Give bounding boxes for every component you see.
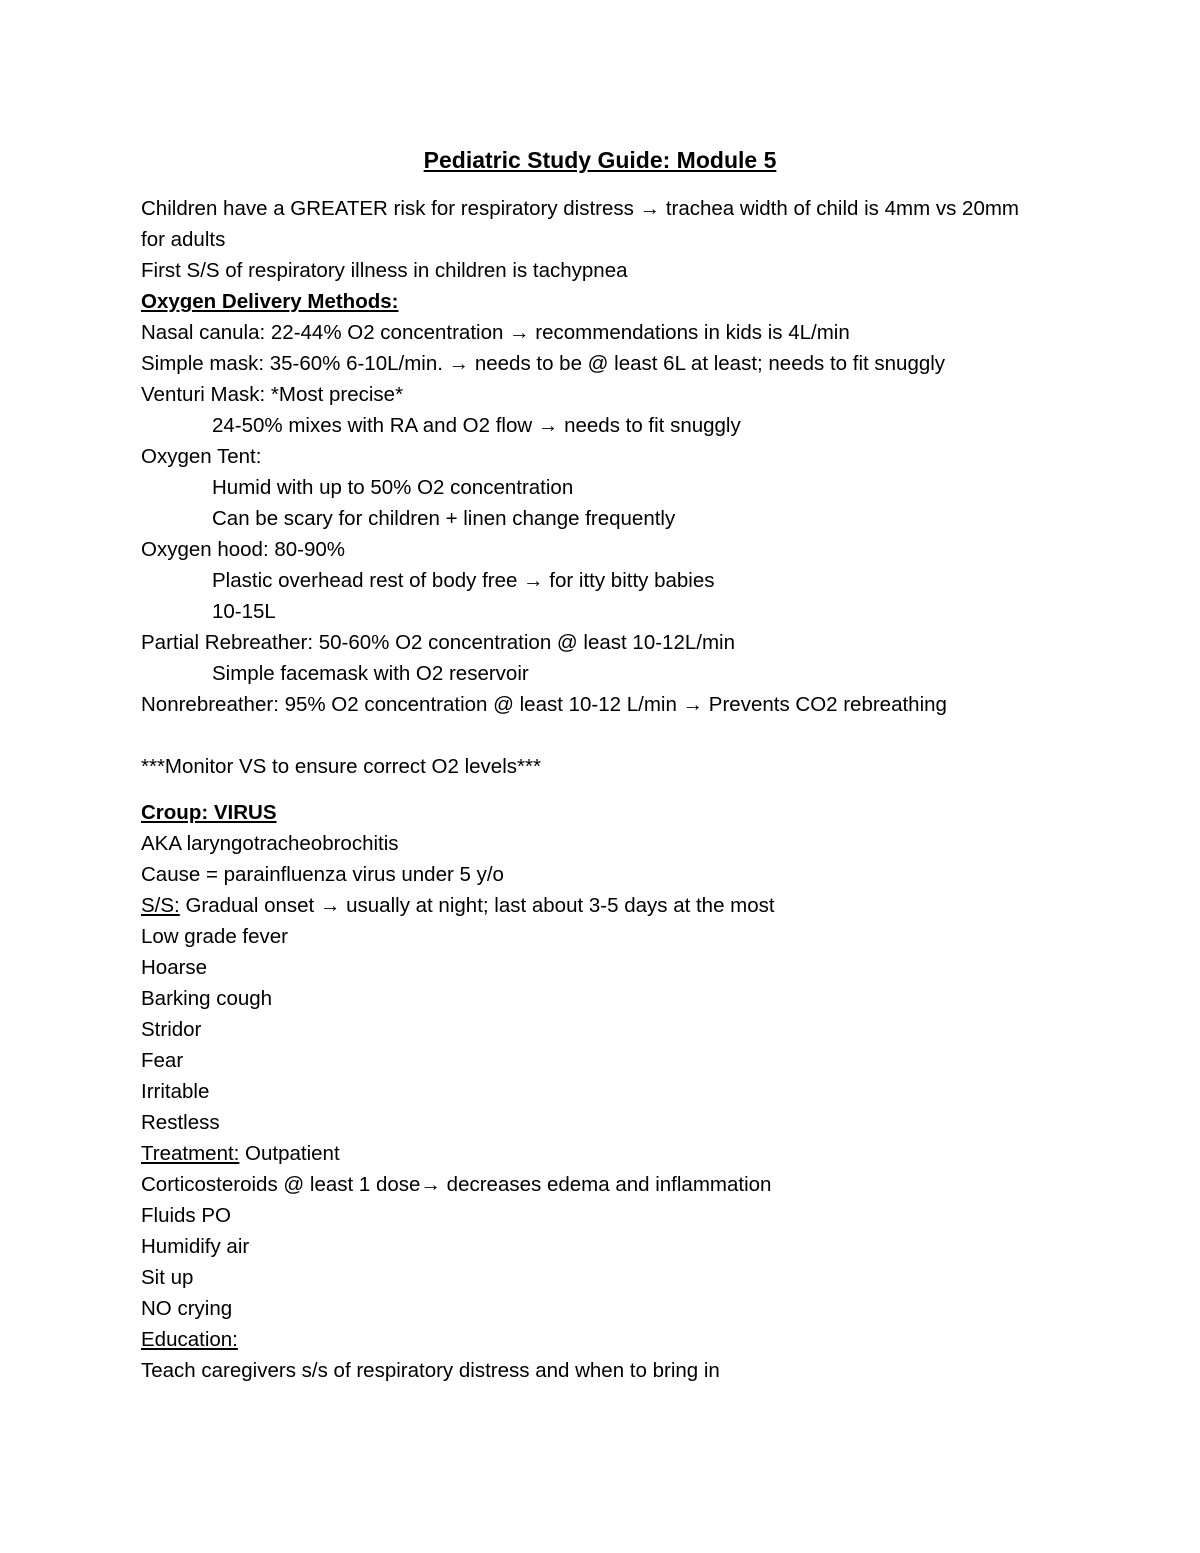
treatment-item: Humidify air <box>141 1235 250 1258</box>
venturi-line: Venturi Mask: *Most precise* <box>141 383 404 406</box>
line-text: Gradual onset <box>179 894 315 917</box>
nasal-canula-line <box>141 317 1071 348</box>
education-line: Teach caregivers s/s of respiratory distress and when to bring in <box>141 1359 720 1382</box>
arrow-icon: → <box>509 321 530 344</box>
simple-mask-line <box>141 348 1071 379</box>
partial-detail-line: Simple facemask with O2 reservoir <box>212 662 529 685</box>
line-text: Plastic overhead rest of body free <box>212 569 518 592</box>
croup-aka-line: AKA laryngotracheobrochitis <box>141 832 399 855</box>
corticosteroids-line <box>141 1169 1071 1200</box>
line-text: Simple mask: 35-60% 6-10L/min. <box>141 352 443 375</box>
line-text: Nasal canula: 22-44% O2 concentration <box>141 321 504 344</box>
symptom-item: Stridor <box>141 1018 202 1041</box>
tent-detail-2: Can be scary for children + linen change frequently <box>212 507 676 530</box>
tent-detail-1: Humid with up to 50% O2 concentration <box>212 476 574 499</box>
intro-line-2: for adults <box>141 228 226 251</box>
symptom-item: Barking cough <box>141 987 273 1010</box>
line-text: needs to fit snuggly <box>558 414 741 437</box>
croup-ss-line <box>141 890 1071 921</box>
line-text: Corticosteroids @ least 1 dose <box>141 1173 421 1196</box>
document-body <box>141 193 1071 1386</box>
symptom-item: Restless <box>141 1111 220 1134</box>
intro-text: trachea width of child is 4mm vs 20mm <box>660 197 1019 220</box>
symptom-item: Low grade fever <box>141 925 289 948</box>
arrow-icon: → <box>523 569 544 592</box>
symptom-item: Hoarse <box>141 956 208 979</box>
oxygen-heading: Oxygen Delivery Methods: <box>141 290 399 313</box>
arrow-icon: → <box>319 894 341 917</box>
treatment-item: Sit up <box>141 1266 194 1289</box>
venturi-detail-line <box>141 410 1071 441</box>
oxygen-tent-line: Oxygen Tent: <box>141 445 262 468</box>
line-text: usually at night; last about 3-5 days at the most <box>340 894 775 917</box>
treatment-line <box>141 1138 1071 1169</box>
line-text: Outpatient <box>239 1142 340 1165</box>
intro-text: Children have a GREATER risk for respiratory distress <box>141 197 634 220</box>
education-label: Education: <box>141 1328 238 1351</box>
oxygen-hood-line: Oxygen hood: 80-90% <box>141 538 345 561</box>
page-title: Pediatric Study Guide: Module 5 <box>423 147 777 173</box>
partial-rebreather-line: Partial Rebreather: 50-60% O2 concentration @ least 10-12L/min <box>141 631 735 654</box>
intro-line-1 <box>141 193 1071 224</box>
treatment-item: NO crying <box>141 1297 233 1320</box>
line-text: 24-50% mixes with RA and O2 flow <box>212 414 533 437</box>
arrow-icon: → <box>420 1173 441 1196</box>
croup-heading: Croup: VIRUS <box>141 801 277 824</box>
line-text: recommendations in kids is 4L/min <box>529 321 850 344</box>
arrow-icon: → <box>682 693 704 716</box>
line-text: decreases edema and inflammation <box>440 1173 772 1196</box>
arrow-icon: → <box>537 414 559 437</box>
arrow-icon: → <box>448 352 470 375</box>
line-text: needs to be @ least 6L at least; needs to fit snuggly <box>469 352 946 375</box>
hood-detail-2: 10-15L <box>212 600 276 623</box>
intro-line-3: First S/S of respiratory illness in children is tachypnea <box>141 259 628 282</box>
monitor-note: ***Monitor VS to ensure correct O2 levels*** <box>141 755 541 778</box>
nonrebreather-line <box>141 689 1071 720</box>
line-text: Prevents CO2 rebreathing <box>703 693 947 716</box>
spacer <box>141 782 1071 797</box>
symptom-item: Fear <box>141 1049 184 1072</box>
croup-cause-line: Cause = parainfluenza virus under 5 y/o <box>141 863 504 886</box>
hood-detail-1 <box>141 565 1071 596</box>
ss-label: S/S: <box>141 894 180 917</box>
arrow-icon: → <box>639 197 661 220</box>
line-text: for itty bitty babies <box>543 569 715 592</box>
spacer <box>141 720 1071 751</box>
line-text: Nonrebreather: 95% O2 concentration @ least 10-12 L/min <box>141 693 677 716</box>
symptom-item: Irritable <box>141 1080 210 1103</box>
treatment-item: Fluids PO <box>141 1204 231 1227</box>
treatment-label: Treatment: <box>141 1142 240 1165</box>
